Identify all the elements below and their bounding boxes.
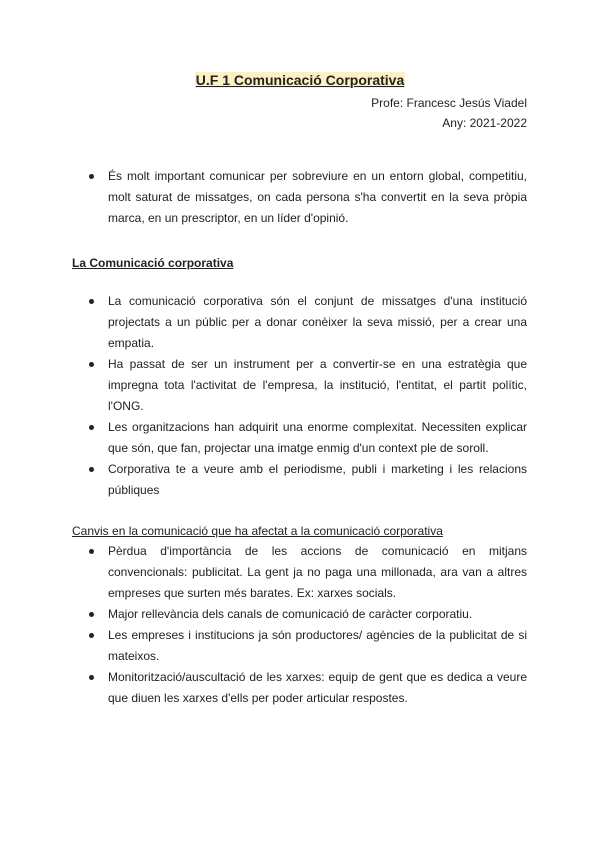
bullet-icon [89,633,94,638]
list-item [89,354,527,417]
list-item [89,604,527,625]
list-item-text: És molt important comunicar per sobreviure en un entorn global, competitiu, molt saturat de missatges, on cada persona s'ha convertit en la seva pròpia marca, en un prescriptor, en un líder d'opinió. [108,169,527,225]
list-item [89,625,527,667]
document-title [0,71,600,89]
list-item [89,291,527,354]
bullet-icon [89,612,94,617]
bullet-icon [89,549,94,554]
document-title-text: U.F 1 Comunicació Corporativa [195,72,405,88]
bullet-icon [89,467,94,472]
bullet-icon [89,362,94,367]
list-item [89,667,527,709]
list-item [89,166,527,229]
list-item-text: Les empreses i institucions ja són productores/ agències de la publicitat de si mateixos. [108,628,527,663]
communication-changes-list [89,541,527,709]
list-item [89,541,527,604]
list-item [89,417,527,459]
bullet-icon [89,425,94,430]
list-item-text: Corporativa te a veure amb el periodisme, publi i marketing i les relacions públiques [108,462,527,497]
list-item-text: Monitorització/auscultació de les xarxes: equip de gent que es dedica a veure que diuen les xarxes d'ells per poder articular respostes. [108,670,527,705]
corporate-communication-list [89,291,527,501]
academic-year: Any: 2021-2022 [442,116,527,130]
bullet-icon [89,675,94,680]
intro-list [89,166,527,229]
section-heading-communication-changes: Canvis en la comunicació que ha afectat a la comunicació corporativa [72,524,443,538]
bullet-icon [89,174,94,179]
list-item-text: La comunicació corporativa són el conjunt de missatges d'una institució projectats a un públic per a donar conèixer la seva missió, per a crear una empatia. [108,294,527,350]
list-item-text: Pèrdua d'importància de les accions de comunicació en mitjans convencionals: publicitat. La gent ja no paga una millonada, ara van a altres empreses que surten més barates. Ex: xarxes socials. [108,544,527,600]
teacher-name: Profe: Francesc Jesús Viadel [371,96,527,110]
bullet-icon [89,299,94,304]
list-item-text: Les organitzacions han adquirit una enorme complexitat. Necessiten explicar que són, que fan, projectar una imatge enmig d'un context ple de soroll. [108,420,527,455]
section-heading-corporate-communication: La Comunicació corporativa [72,256,234,270]
list-item [89,459,527,501]
list-item-text: Major rellevància dels canals de comunicació de caràcter corporatiu. [108,607,473,621]
list-item-text: Ha passat de ser un instrument per a convertir-se en una estratègia que impregna tota l'activitat de l'empresa, la institució, l'entitat, el partit polític, l'ONG. [108,357,527,413]
